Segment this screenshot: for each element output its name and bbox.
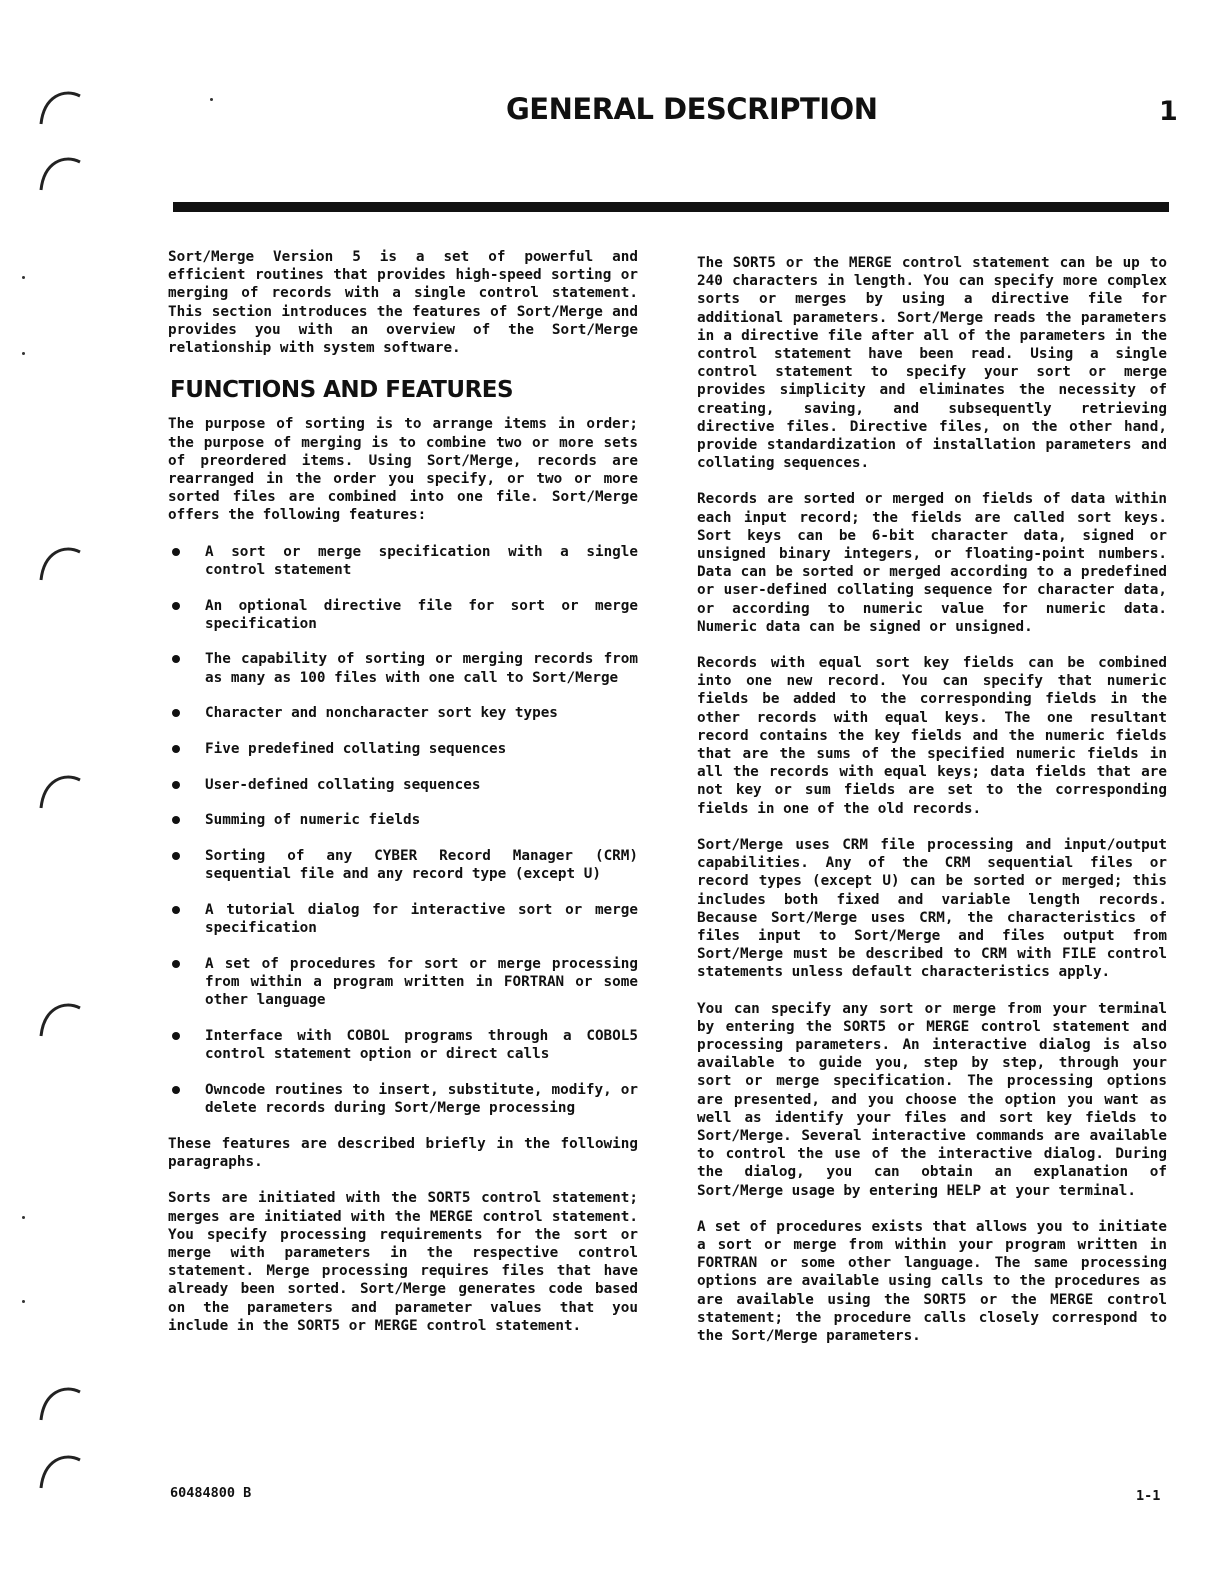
body-paragraph: Records with equal sort key fields can be combined into one new record. You can specify that numeric fields be added to the corresponding fields in the other records with equal keys. The one resultant record contains the key fields and the numeric fields that are the sums of the specified numeric fields in all the records with equal keys; data fields that are not key or sum fields are set to the corresponding fields in one of the old records. <box>697 655 1167 817</box>
feature-item: Five predefined collating sequences <box>168 740 638 758</box>
binder-hole-mark <box>36 1450 86 1498</box>
bullet-icon <box>172 781 180 789</box>
bullet-icon <box>172 1032 180 1040</box>
features-note: These features are described briefly in the following paragraphs. <box>168 1135 638 1171</box>
feature-item: A set of procedures for sort or merge processing from within a program written in FORTRAN or some other language <box>168 955 638 1010</box>
bullet-icon <box>172 709 180 717</box>
bullet-icon <box>172 548 180 556</box>
page-title: GENERAL DESCRIPTION <box>506 92 878 126</box>
feature-item: Owncode routines to insert, substitute, modify, or delete records during Sort/Merge processing <box>168 1081 638 1117</box>
feature-item: An optional directive file for sort or merge specification <box>168 597 638 633</box>
feature-item: Sorting of any CYBER Record Manager (CRM) sequential file and any record type (except U) <box>168 847 638 883</box>
bullet-icon <box>172 745 180 753</box>
chapter-number: 1 <box>1159 96 1178 127</box>
body-paragraph: A set of procedures exists that allows you to initiate a sort or merge from within your program written in FORTRAN or some other language. The same processing options are available using calls to the procedures as are available using the SORT5 or the MERGE control statement; the procedure calls closely correspond to the Sort/Merge parameters. <box>697 1218 1167 1344</box>
bullet-icon <box>172 906 180 914</box>
feature-item: A sort or merge specification with a single control statement <box>168 543 638 579</box>
left-column <box>168 248 638 1353</box>
header-rule <box>173 202 1169 212</box>
binder-hole-mark <box>36 770 86 818</box>
scan-speck <box>22 352 25 355</box>
bullet-icon <box>172 960 180 968</box>
bullet-icon <box>172 655 180 663</box>
page-number: 1-1 <box>1136 1488 1161 1504</box>
feature-item: Summing of numeric fields <box>168 811 638 829</box>
scan-speck <box>22 1300 25 1303</box>
scan-speck <box>22 1216 25 1219</box>
sorts-paragraph: Sorts are initiated with the SORT5 control statement; merges are initiated with the MERGE control statement. You specify processing requirements for the sort or merge with parameters in the respective control statement. Merge processing requires files that have already been sorted. Sort/Merge generates code based on the parameters and parameter values that you include in the SORT5 or MERGE control statement. <box>168 1190 638 1334</box>
binder-hole-mark <box>36 152 86 200</box>
feature-item: The capability of sorting or merging records from as many as 100 files with one call to Sort/Merge <box>168 650 638 686</box>
feature-item: Character and noncharacter sort key types <box>168 704 638 722</box>
scan-speck <box>22 276 25 279</box>
body-paragraph: Records are sorted or merged on fields of data within each input record; the fields are called sort keys. Sort keys can be 6-bit character data, signed or unsigned binary integers, or floating-point numbers. Data can be sorted or merged according to a predefined or user-defined collating sequence for character data, or according to numeric value for numeric data. Numeric data can be signed or unsigned. <box>697 491 1167 635</box>
feature-item: User-defined collating sequences <box>168 776 638 794</box>
features-list <box>168 543 638 1118</box>
binder-hole-mark <box>36 86 86 134</box>
document-number: 60484800 B <box>170 1485 252 1501</box>
binder-hole-mark <box>36 1382 86 1430</box>
bullet-icon <box>172 852 180 860</box>
feature-item: Interface with COBOL programs through a COBOL5 control statement option or direct calls <box>168 1027 638 1063</box>
binder-hole-mark <box>36 998 86 1046</box>
body-paragraph: The SORT5 or the MERGE control statement can be up to 240 characters in length. You can specify more complex sorts or merges by using a directive file for additional parameters. Sort/Merge reads the parameters in a directive file after all of the parameters in the control statement have been read. Using a single control statement to specify your sort or merge provides simplicity and eliminates the necessity of creating, saving, and subsequently retrieving directive files. Directive files, on the other hand, provide standardization of installation parameters and collating sequences. <box>697 255 1167 472</box>
bullet-icon <box>172 1086 180 1094</box>
scan-speck <box>210 98 213 101</box>
bullet-icon <box>172 602 180 610</box>
binder-hole-mark <box>36 542 86 590</box>
body-paragraph: Sort/Merge uses CRM file processing and input/output capabilities. Any of the CRM sequential files or record types (except U) can be sorted or merged; this includes both fixed and variable length records. Because Sort/Merge uses CRM, the characteristics of files input to Sort/Merge and files output from Sort/Merge must be described to CRM with FILE control statements unless default characteristics apply. <box>697 836 1167 981</box>
section-heading: FUNCTIONS AND FEATURES <box>170 377 514 404</box>
body-paragraph: You can specify any sort or merge from your terminal by entering the SORT5 or MERGE control statement and processing parameters. An interactive dialog is also available to guide you, step by step, through your sort or merge specification. The processing options are presented, and you choose the option you want as well as identify your files and sort key fields to Sort/Merge. Several interactive commands are available to control the use of the interactive dialog. During the dialog, you can obtain an explanation of Sort/Merge usage by entering HELP at your terminal. <box>697 1000 1167 1199</box>
intro-paragraph: Sort/Merge Version 5 is a set of powerful and efficient routines that provides high-speed sorting or merging of records with a single control statement. This section introduces the features of Sort/Merge and provides you with an overview of the Sort/Merge relationship with system software. <box>168 249 638 357</box>
bullet-icon <box>172 816 180 824</box>
right-column <box>697 254 1167 1363</box>
purpose-paragraph: The purpose of sorting is to arrange items in order; the purpose of merging is to combine two or more sets of preordered items. Using Sort/Merge, records are rearranged in the order you specify, or two or more sorted files are combined into one file. Sort/Merge offers the following features: <box>168 416 638 524</box>
feature-item: A tutorial dialog for interactive sort or merge specification <box>168 901 638 937</box>
